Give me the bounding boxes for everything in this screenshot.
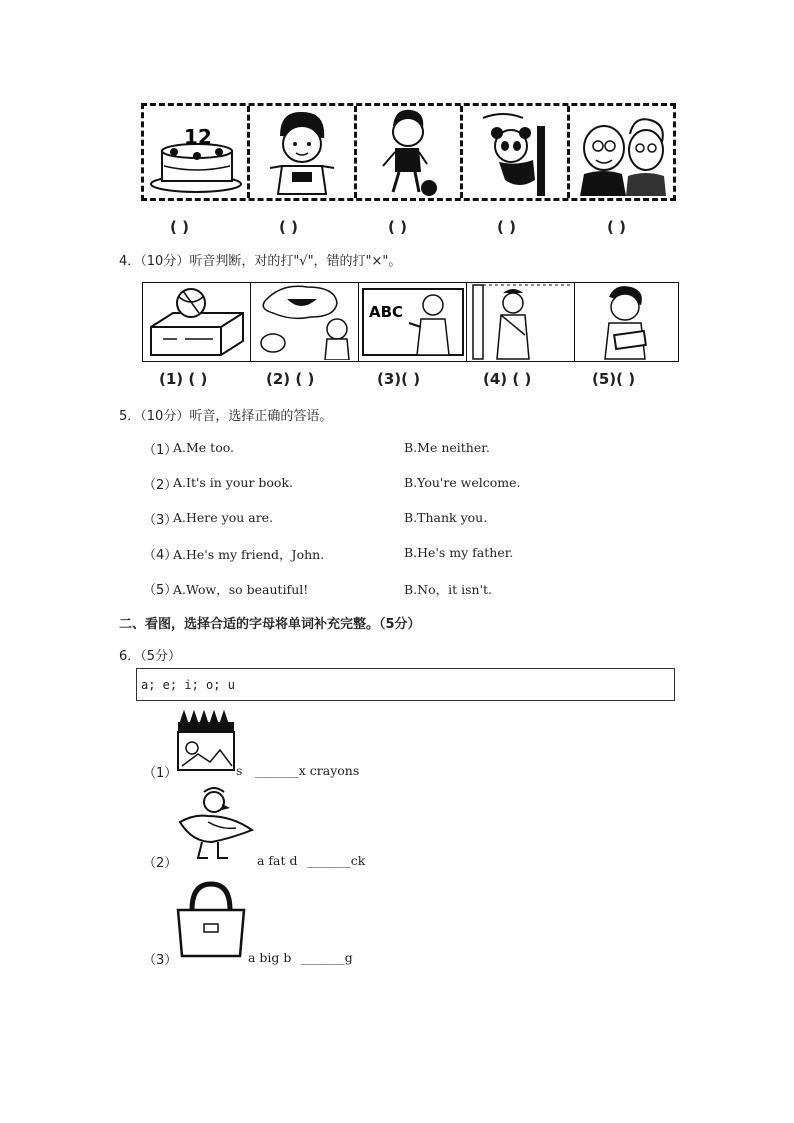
q6-prefix: a fat d — [257, 853, 298, 868]
cake-number-text: 12 — [184, 125, 212, 149]
birthday-cake-picture — [144, 106, 250, 198]
q5-option-b[interactable]: B.You're welcome. — [404, 475, 521, 490]
boy-holding-sign-picture — [575, 283, 682, 361]
boy-football-picture — [357, 106, 463, 198]
q6-prefix: a big b — [248, 950, 292, 965]
q5-option-a[interactable]: A.He's my friend，John. — [173, 547, 325, 562]
q5-item-num: （4） — [143, 548, 178, 563]
q5-item-num: （1） — [143, 443, 178, 458]
panda-picture — [463, 106, 569, 198]
q4-label-4[interactable]: (4) ( ) — [483, 370, 532, 388]
q6-label: 6．（5分） — [119, 649, 182, 664]
q6-blank-1[interactable]: _______x crayons — [255, 763, 360, 778]
q4-heading: 4．（10分）听音判断，对的打"√"，错的打"×"。 — [119, 254, 402, 269]
boy-height-chart-picture — [467, 283, 575, 361]
board-text: ABC — [369, 303, 404, 321]
q5-option-a[interactable]: A.Here you are. — [173, 510, 274, 525]
q5-option-b[interactable]: B.No，it isn't. — [404, 582, 493, 597]
answer-paren-4[interactable]: ( ) — [497, 218, 516, 236]
answer-paren-1[interactable]: ( ) — [170, 218, 189, 236]
q5-option-b[interactable]: B.Me neither. — [404, 440, 490, 455]
q6-item-num: （3） — [143, 953, 178, 968]
q6-item-num: （2） — [143, 856, 178, 871]
answer-paren-2[interactable]: ( ) — [279, 218, 298, 236]
q5-option-b[interactable]: B.Thank you. — [404, 510, 488, 525]
q5-item-num: （3） — [143, 513, 178, 528]
q6-blank-3[interactable]: _______g — [301, 950, 353, 965]
answer-paren-3[interactable]: ( ) — [388, 218, 407, 236]
q6-item-num: （1） — [143, 766, 178, 781]
picture-strip-1 — [141, 103, 676, 201]
boy-picture — [250, 106, 356, 198]
q4-label-2[interactable]: (2) ( ) — [266, 370, 315, 388]
q5-option-a[interactable]: A.It's in your book. — [173, 475, 293, 490]
q4-label-1[interactable]: (1) ( ) — [159, 370, 208, 388]
q4-label-5[interactable]: (5)( ) — [592, 370, 636, 388]
bag-picture — [174, 880, 248, 960]
letter-choices-box: a; e; i; o; u — [136, 668, 675, 701]
grandparents-picture — [570, 106, 673, 198]
q5-heading: 5．（10分）听音，选择正确的答语。 — [119, 409, 333, 424]
duck-picture — [172, 786, 256, 862]
answer-paren-5[interactable]: ( ) — [607, 218, 626, 236]
q5-option-a[interactable]: A.Wow，so beautiful! — [173, 582, 309, 597]
q5-item-num: （5） — [143, 583, 178, 598]
q4-label-3[interactable]: (3)( ) — [377, 370, 421, 388]
q5-item-num: （2） — [143, 478, 178, 493]
section2-heading: 二、看图，选择合适的字母将单词补充完整。（5分） — [119, 617, 421, 632]
q5-option-b[interactable]: B.He's my father. — [404, 545, 514, 560]
boy-thinking-watermelon-picture — [251, 283, 359, 361]
q6-prefix: s — [236, 763, 243, 778]
ball-on-box-picture — [143, 283, 251, 361]
teacher-blackboard-picture — [359, 283, 467, 361]
q6-blank-2[interactable]: _______ck — [307, 853, 366, 868]
q5-option-a[interactable]: A.Me too. — [173, 440, 234, 455]
crayon-box-picture — [176, 710, 236, 772]
picture-strip-2 — [142, 282, 679, 362]
